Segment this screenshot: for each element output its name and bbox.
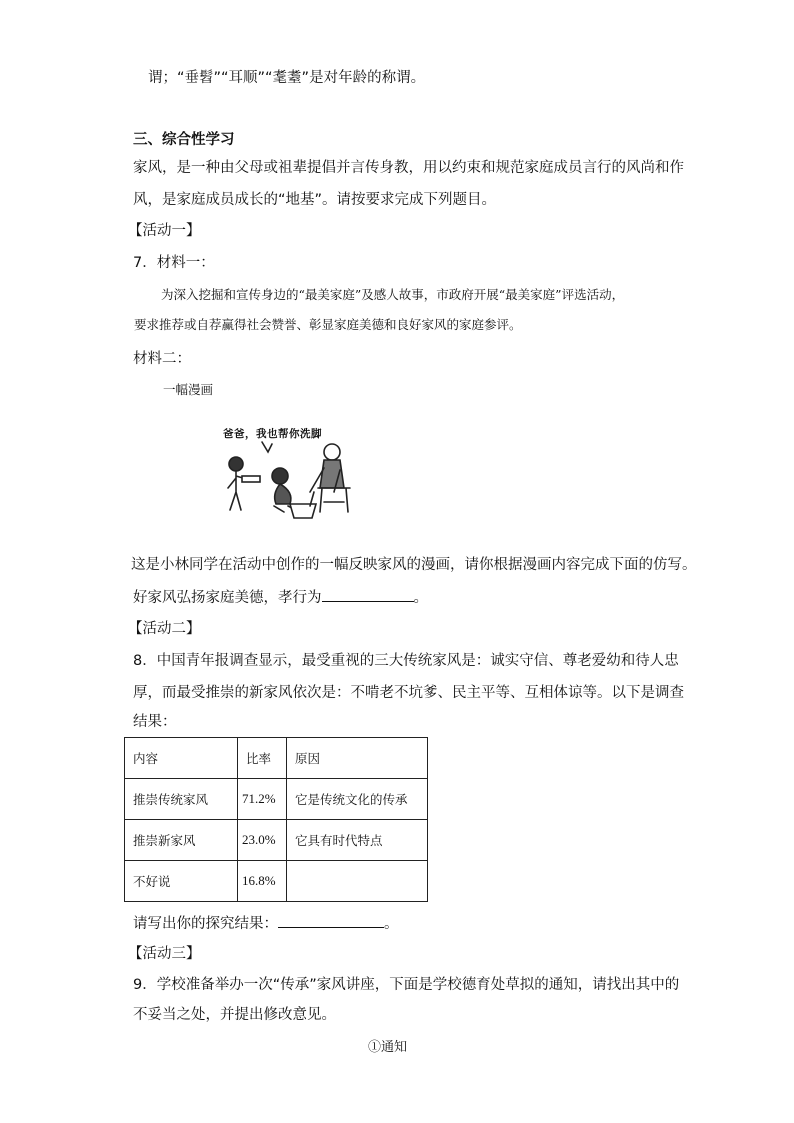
header-content: 内容 bbox=[125, 738, 238, 779]
header-ratio: 比率 bbox=[238, 738, 287, 779]
comic-drawing bbox=[214, 418, 360, 528]
question-8-line-2: 厚，而最受推崇的新家风依次是：不啃老不坑爹、民主平等、互相体谅等。以下是调查 bbox=[133, 685, 684, 701]
cell-ratio: 71.2% bbox=[238, 779, 287, 820]
cell-content: 不好说 bbox=[125, 861, 238, 902]
question-9-line-2: 不妥当之处，并提出修改意见。 bbox=[133, 1007, 336, 1023]
cell-content: 推崇新家风 bbox=[125, 820, 238, 861]
intro-line-2: 风，是家庭成员成长的“地基”。请按要求完成下列题目。 bbox=[133, 192, 497, 208]
answer-blank-8[interactable] bbox=[278, 913, 384, 928]
material-1-line-1: 为深入挖掘和宣传身边的“最美家庭”及感人故事，市政府开展“最美家庭”评选活动， bbox=[161, 287, 625, 302]
notice-title: ①通知 bbox=[368, 1040, 408, 1055]
question-9-line-1: 9．学校准备举办一次“传承”家风讲座，下面是学校德育处草拟的通知，请找出其中的 bbox=[133, 977, 680, 993]
question-8-line-3: 结果： bbox=[133, 714, 177, 730]
table-row bbox=[125, 820, 428, 861]
comic-caption: 一幅漫画 bbox=[163, 382, 214, 397]
question-8-line-1: 8．中国青年报调查显示，最受重视的三大传统家风是：诚实守信、尊老爱幼和待人忠 bbox=[133, 653, 679, 669]
question-8-answer-line bbox=[133, 913, 399, 934]
intro-line-1: 家风，是一种由父母或祖辈提倡并言传身教，用以约束和规范家庭成员言行的风尚和作 bbox=[133, 160, 684, 176]
header-reason: 原因 bbox=[287, 738, 428, 779]
activity-1-heading: 【活动一】 bbox=[128, 223, 201, 239]
comic-speech-text: 爸爸，我也帮你洗脚 bbox=[223, 428, 322, 440]
activity-2-heading: 【活动二】 bbox=[128, 621, 201, 637]
cell-reason bbox=[287, 861, 428, 902]
material-2-label: 材料二： bbox=[133, 351, 191, 367]
table-header-row bbox=[125, 738, 428, 779]
table-row bbox=[125, 779, 428, 820]
cell-reason: 它具有时代特点 bbox=[287, 820, 428, 861]
question-7-fill-line bbox=[133, 587, 428, 608]
cell-ratio: 23.0% bbox=[238, 820, 287, 861]
cell-content: 推崇传统家风 bbox=[125, 779, 238, 820]
question-7-instruction: 这是小林同学在活动中创作的一幅反映家风的漫画，请你根据漫画内容完成下面的仿写。 bbox=[131, 557, 697, 573]
comic-illustration bbox=[214, 418, 360, 528]
top-line: 谓；“垂髫”“耳顺”“耄耋”是对年龄的称谓。 bbox=[148, 70, 426, 86]
section-heading: 三、综合性学习 bbox=[133, 132, 235, 148]
fill-suffix: 。 bbox=[413, 590, 428, 606]
activity-3-heading: 【活动三】 bbox=[128, 946, 201, 962]
material-1-line-2: 要求推荐或自荐赢得社会赞誉、彰显家庭美德和良好家风的家庭参评。 bbox=[134, 317, 522, 332]
question-7-label: 7．材料一： bbox=[133, 255, 215, 271]
fill-prefix: 好家风弘扬家庭美德，孝行为 bbox=[133, 590, 322, 606]
cell-reason: 它是传统文化的传承 bbox=[287, 779, 428, 820]
answer-prefix: 请写出你的探究结果： bbox=[133, 916, 278, 932]
answer-blank-7[interactable] bbox=[322, 587, 414, 602]
table-row bbox=[125, 861, 428, 902]
cell-ratio: 16.8% bbox=[238, 861, 287, 902]
survey-table bbox=[124, 737, 428, 902]
answer-suffix: 。 bbox=[384, 916, 399, 932]
